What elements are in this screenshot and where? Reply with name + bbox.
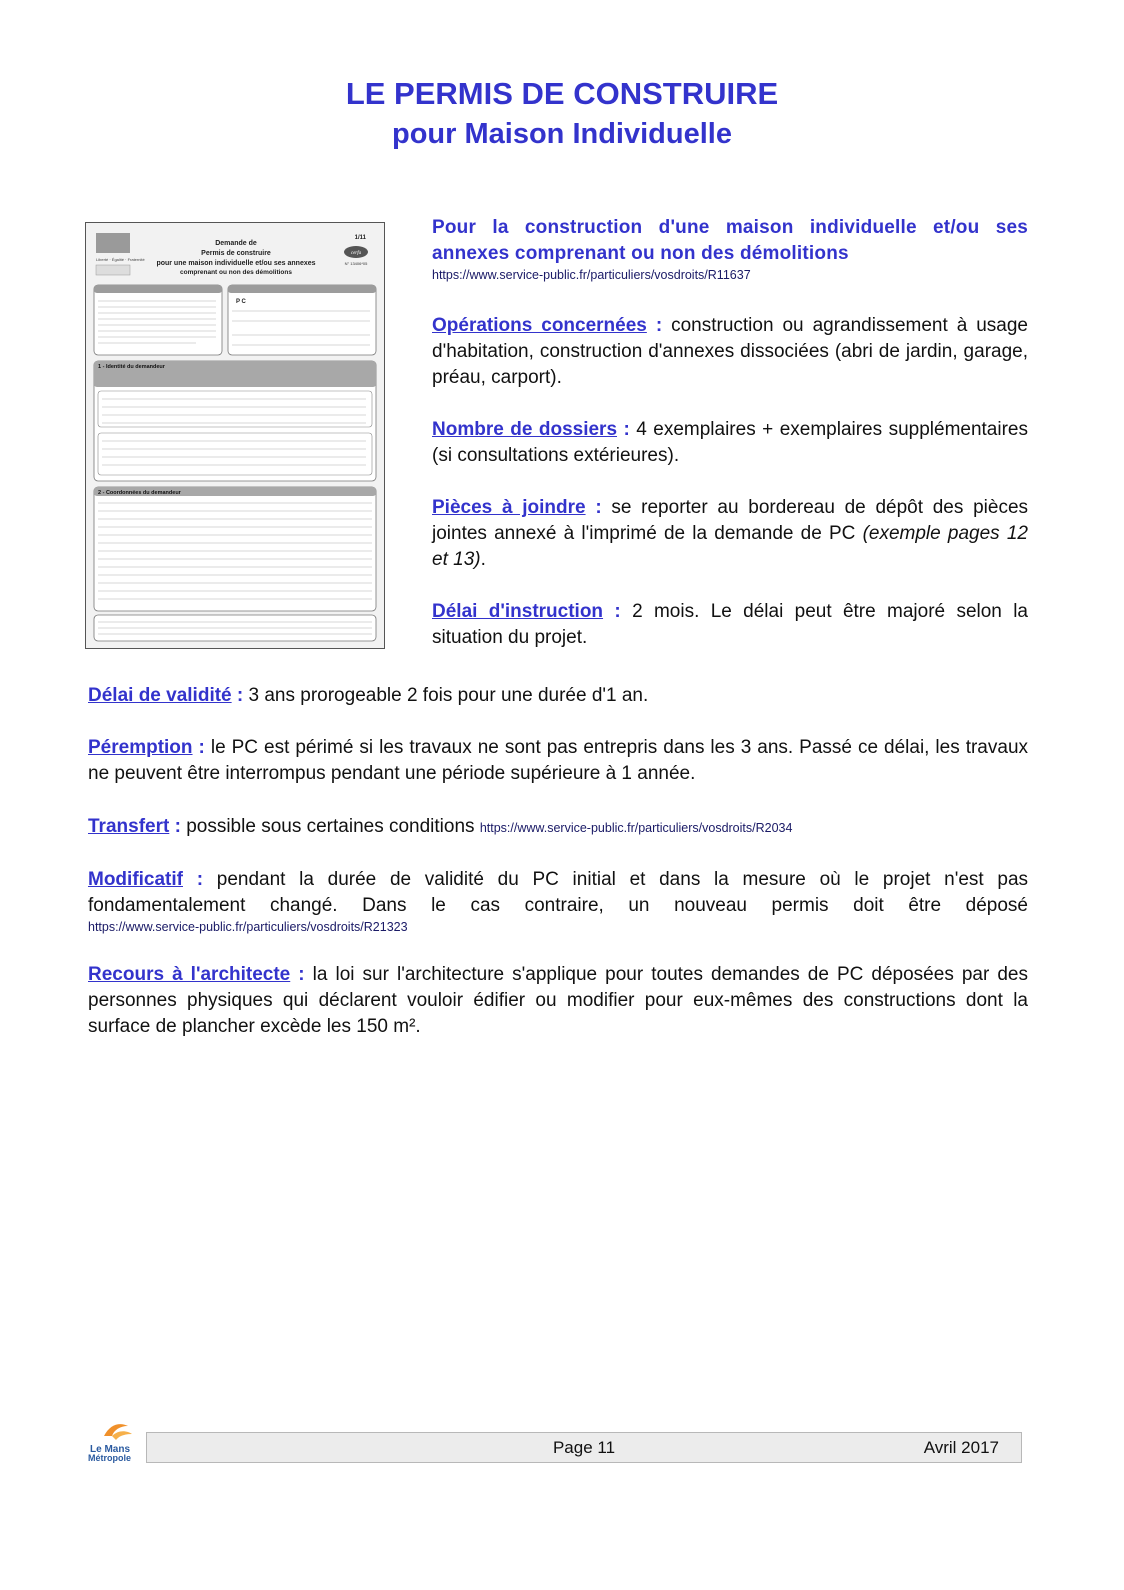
page-title bbox=[0, 74, 1124, 154]
form-section-2: 2 - Coordonnées du demandeur bbox=[98, 490, 181, 496]
delai-validite-text: 3 ans prorogeable 2 fois pour une durée d'1 an. bbox=[248, 685, 649, 706]
transfert-url-link[interactable]: https://www.service-public.fr/particuliers/vosdroits/R2034 bbox=[479, 821, 793, 835]
form-heading-2: Permis de construire bbox=[201, 250, 271, 257]
pieces-label: Pièces à joindre bbox=[432, 497, 586, 518]
delai-validite-paragraph: Délai de validité : 3 ans prorogeable 2 fois pour une durée d'1 an. bbox=[88, 685, 649, 706]
cerfa-logo: cerfa bbox=[350, 251, 362, 256]
cerfa-number: N° 13406*05 bbox=[344, 261, 368, 266]
cerfa-form-image bbox=[85, 222, 385, 649]
operations-text: construction ou agrandissement à usage d'habitation, construction d'annexes dissociées (abri de jardin, garage, préau, carport). bbox=[432, 315, 1028, 388]
footer-date: Avril 2017 bbox=[923, 1438, 999, 1457]
modificatif-url-link[interactable]: https://www.service-public.fr/particuliers/vosdroits/R21323 bbox=[88, 920, 408, 934]
modificatif-paragraph: Modificatif : pendant la durée de validité du PC initial et dans la mesure où le projet n'est pas fondamentalement changé. Dans le cas contraire, un nouveau permis doit être déposé https://www.service-public.fr/particuliers/vosdroits/R21323 bbox=[88, 869, 1029, 934]
marianne-logo-icon bbox=[96, 233, 130, 253]
form-heading-3: pour une maison individuelle et/ou ses annexes bbox=[156, 260, 316, 267]
transfert-label: Transfert bbox=[88, 816, 170, 837]
form-section-1: 1 - Identité du demandeur bbox=[98, 364, 165, 370]
form-ministry: Liberté · Égalité · Fraternité bbox=[96, 257, 145, 262]
modificatif-label: Modificatif bbox=[88, 869, 183, 890]
dossiers-label: Nombre de dossiers bbox=[432, 419, 618, 440]
peremption-label: Péremption bbox=[88, 737, 193, 758]
operations-label: Opérations concernées bbox=[432, 315, 647, 336]
transfert-text: possible sous certaines conditions bbox=[186, 816, 475, 837]
logo-text-1: Le Mans bbox=[90, 1444, 131, 1455]
recours-text: la loi sur l'architecture s'applique pour toutes demandes de PC déposées par des personnes physiques qui déclarent vouloir édifier ou modifier pour eux-mêmes des constructions dont la surface de plancher excède les 150 m². bbox=[88, 964, 1028, 1037]
recours-paragraph: Recours à l'architecte : la loi sur l'architecture s'applique pour toutes demandes de PC déposées par des personnes physiques qui déclarent vouloir édifier ou modifier pour eux-mêmes des constructions dont la surface de plancher excède les 150 m². bbox=[88, 964, 1028, 1037]
page-footer bbox=[146, 1432, 1022, 1463]
right-column bbox=[432, 215, 1028, 651]
dossiers-paragraph: Nombre de dossiers : 4 exemplaires + exemplaires supplémentaires (si consultations extérieures). bbox=[432, 419, 1028, 466]
recours-label: Recours à l'architecte bbox=[88, 964, 291, 985]
cerfa-form-drawing bbox=[86, 223, 384, 648]
delai-validite-label: Délai de validité bbox=[88, 685, 232, 706]
peremption-text: le PC est périmé si les travaux ne sont pas entrepris dans les 3 ans. Passé ce délai, les travaux ne peuvent être interrompus pendant une période supérieure à 1 année. bbox=[88, 737, 1029, 784]
footer-page-number: Page 11 bbox=[552, 1438, 616, 1457]
intro-lead: Pour la construction d'une maison individuelle et/ou ses annexes comprenant ou non des démolitions bbox=[432, 217, 1028, 264]
title-line-2: pour Maison Individuelle bbox=[392, 118, 732, 150]
delai-instruction-label: Délai d'instruction bbox=[432, 601, 604, 622]
dossiers-text: 4 exemplaires + exemplaires supplémentaires (si consultations extérieures). bbox=[432, 419, 1028, 466]
intro-url-link[interactable]: https://www.service-public.fr/particuliers/vosdroits/R11637 bbox=[432, 268, 751, 282]
title-line-1: LE PERMIS DE CONSTRUIRE bbox=[345, 76, 779, 111]
pieces-text: se reporter au bordereau de dépôt des pièces jointes annexé à l'imprimé de la demande de PC bbox=[432, 497, 1029, 544]
delai-instruction-paragraph: Délai d'instruction : 2 mois. Le délai peut être majoré selon la situation du projet. bbox=[432, 601, 1029, 648]
peremption-paragraph: Péremption : le PC est périmé si les travaux ne sont pas entrepris dans les 3 ans. Passé ce délai, les travaux ne peuvent être interrompus pendant une période supérieure à 1 année. bbox=[88, 737, 1029, 784]
operations-paragraph: Opérations concernées : construction ou agrandissement à usage d'habitation, construction d'annexes dissociées (abri de jardin, garage, préau, carport). bbox=[432, 315, 1028, 388]
form-heading-1: Demande de bbox=[215, 240, 257, 247]
pieces-italic: (exemple pages 12 et 13) bbox=[432, 523, 1028, 570]
le-mans-metropole-logo bbox=[86, 1420, 146, 1468]
delai-instruction-text: 2 mois. Le délai peut être majoré selon la situation du projet. bbox=[432, 601, 1029, 648]
bird-logo-icon bbox=[86, 1420, 146, 1468]
form-box-code: P C bbox=[236, 299, 246, 305]
form-page-number: 1/11 bbox=[354, 235, 366, 241]
form-heading-4: comprenant ou non des démolitions bbox=[180, 269, 292, 276]
modificatif-text: pendant la durée de validité du PC initial et dans la mesure où le projet n'est pas fondamentalement changé. Dans le cas contraire, un nouveau permis doit être déposé bbox=[88, 869, 1029, 916]
logo-text-2: Métropole bbox=[88, 1453, 132, 1463]
transfert-paragraph: Transfert : possible sous certaines conditions https://www.service-public.fr/particuliers/vosdroits/R2034 bbox=[88, 816, 793, 837]
pieces-paragraph: Pièces à joindre : se reporter au bordereau de dépôt des pièces jointes annexé à l'imprimé de la demande de PC (exemple pages 12 et 13). bbox=[432, 497, 1029, 570]
